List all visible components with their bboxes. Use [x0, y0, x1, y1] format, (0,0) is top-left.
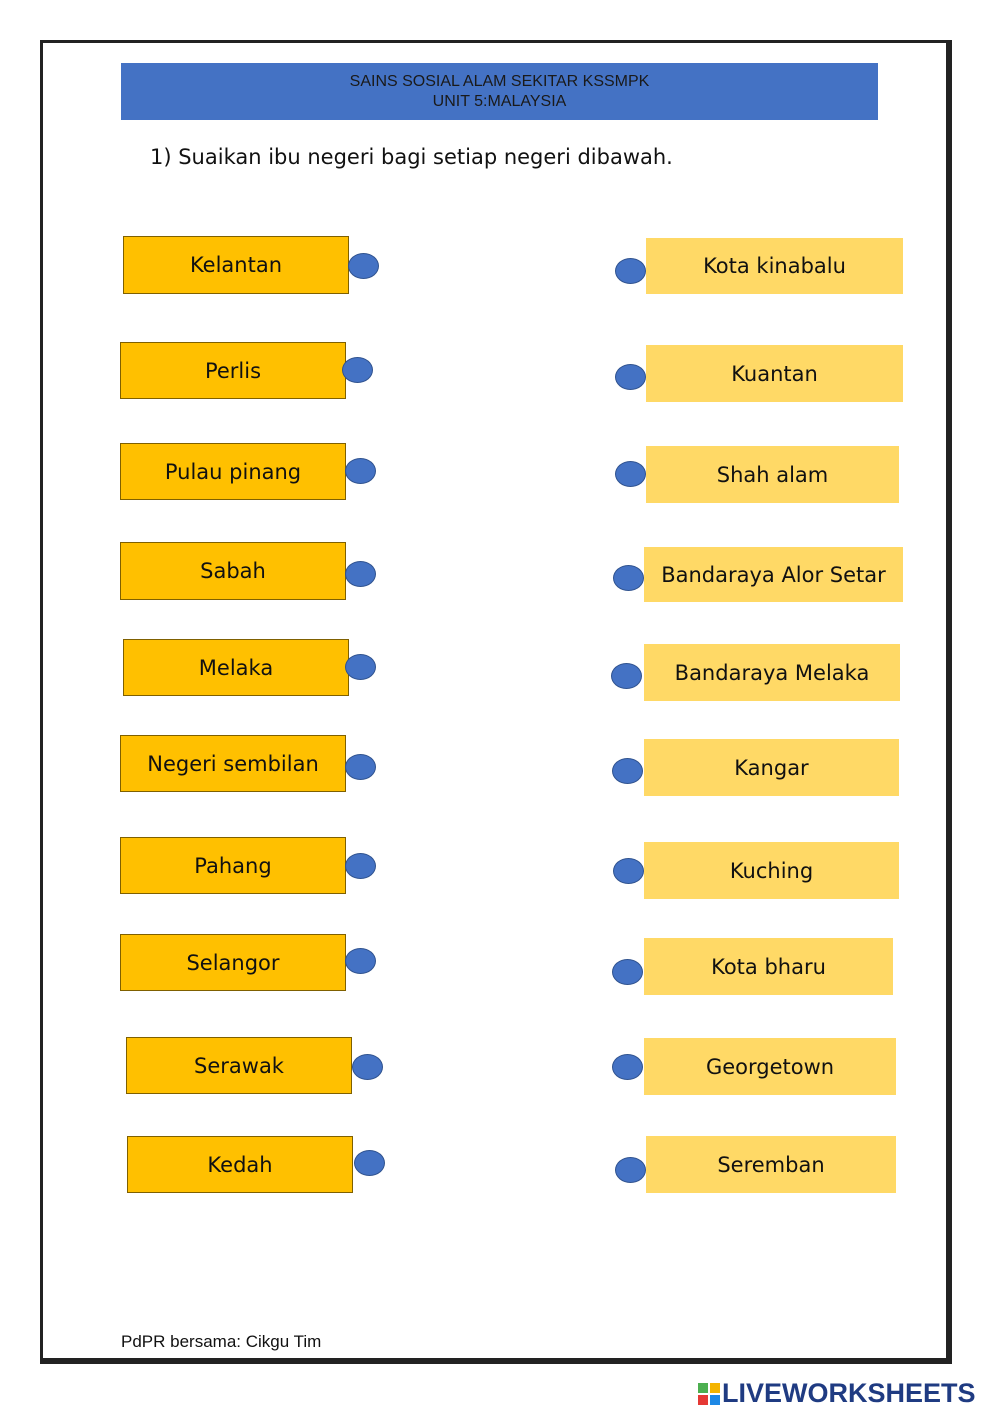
capital-dot-kuching[interactable]: [613, 858, 644, 884]
worksheet-header: [121, 63, 878, 120]
state-dot-negeri-sembilan[interactable]: [345, 754, 376, 780]
capital-dot-georgetown[interactable]: [612, 1054, 643, 1080]
capital-dot-kangar[interactable]: [612, 758, 643, 784]
brand-name: LIVEWORKSHEETS: [722, 1378, 976, 1408]
capital-dot-kuantan[interactable]: [615, 364, 646, 390]
capital-dot-shah-alam[interactable]: [615, 461, 646, 487]
state-dot-pulau-pinang[interactable]: [345, 458, 376, 484]
capital-dot-seremban[interactable]: [615, 1157, 646, 1183]
capital-dot-kota-kinabalu[interactable]: [615, 258, 646, 284]
capital-dot-kota-bharu[interactable]: [612, 959, 643, 985]
capital-box-kuching[interactable]: Kuching: [644, 842, 899, 899]
state-box-negeri-sembilan[interactable]: Negeri sembilan: [120, 735, 346, 792]
liveworksheets-brand[interactable]: [698, 1378, 976, 1409]
state-box-perlis[interactable]: Perlis: [120, 342, 346, 399]
capital-box-georgetown[interactable]: Georgetown: [644, 1038, 896, 1095]
capital-box-kota-kinabalu[interactable]: Kota kinabalu: [646, 238, 903, 294]
capital-box-kota-bharu[interactable]: Kota bharu: [644, 938, 893, 995]
state-box-melaka[interactable]: Melaka: [123, 639, 349, 696]
state-dot-serawak[interactable]: [352, 1054, 383, 1080]
liveworksheets-logo-icon: [698, 1383, 720, 1405]
state-dot-pahang[interactable]: [345, 853, 376, 879]
state-dot-perlis[interactable]: [342, 357, 373, 383]
state-box-kedah[interactable]: Kedah: [127, 1136, 353, 1193]
state-dot-selangor[interactable]: [345, 948, 376, 974]
state-dot-sabah[interactable]: [345, 561, 376, 587]
state-box-pahang[interactable]: Pahang: [120, 837, 346, 894]
capital-box-seremban[interactable]: Seremban: [646, 1136, 896, 1193]
state-box-selangor[interactable]: Selangor: [120, 934, 346, 991]
header-title: SAINS SOSIAL ALAM SEKITAR KSSMPK: [349, 72, 650, 90]
state-box-serawak[interactable]: Serawak: [126, 1037, 352, 1094]
capital-box-kangar[interactable]: Kangar: [644, 739, 899, 796]
capital-box-bandaraya-melaka[interactable]: Bandaraya Melaka: [644, 644, 900, 701]
state-dot-melaka[interactable]: [345, 654, 376, 680]
footer-credit: PdPR bersama: Cikgu Tim: [121, 1332, 322, 1351]
state-box-kelantan[interactable]: Kelantan: [123, 236, 349, 294]
capital-box-shah-alam[interactable]: Shah alam: [646, 446, 899, 503]
capital-dot-bandaraya-melaka[interactable]: [611, 663, 642, 689]
state-dot-kelantan[interactable]: [348, 253, 379, 279]
instruction-text: 1) Suaikan ibu negeri bagi setiap negeri dibawah.: [150, 145, 673, 169]
capital-box-alor-setar[interactable]: Bandaraya Alor Setar: [644, 547, 903, 602]
capital-dot-alor-setar[interactable]: [613, 565, 644, 591]
header-subtitle: UNIT 5:MALAYSIA: [432, 92, 567, 110]
capital-box-kuantan[interactable]: Kuantan: [646, 345, 903, 402]
state-box-sabah[interactable]: Sabah: [120, 542, 346, 600]
state-box-pulau-pinang[interactable]: Pulau pinang: [120, 443, 346, 500]
state-dot-kedah[interactable]: [354, 1150, 385, 1176]
